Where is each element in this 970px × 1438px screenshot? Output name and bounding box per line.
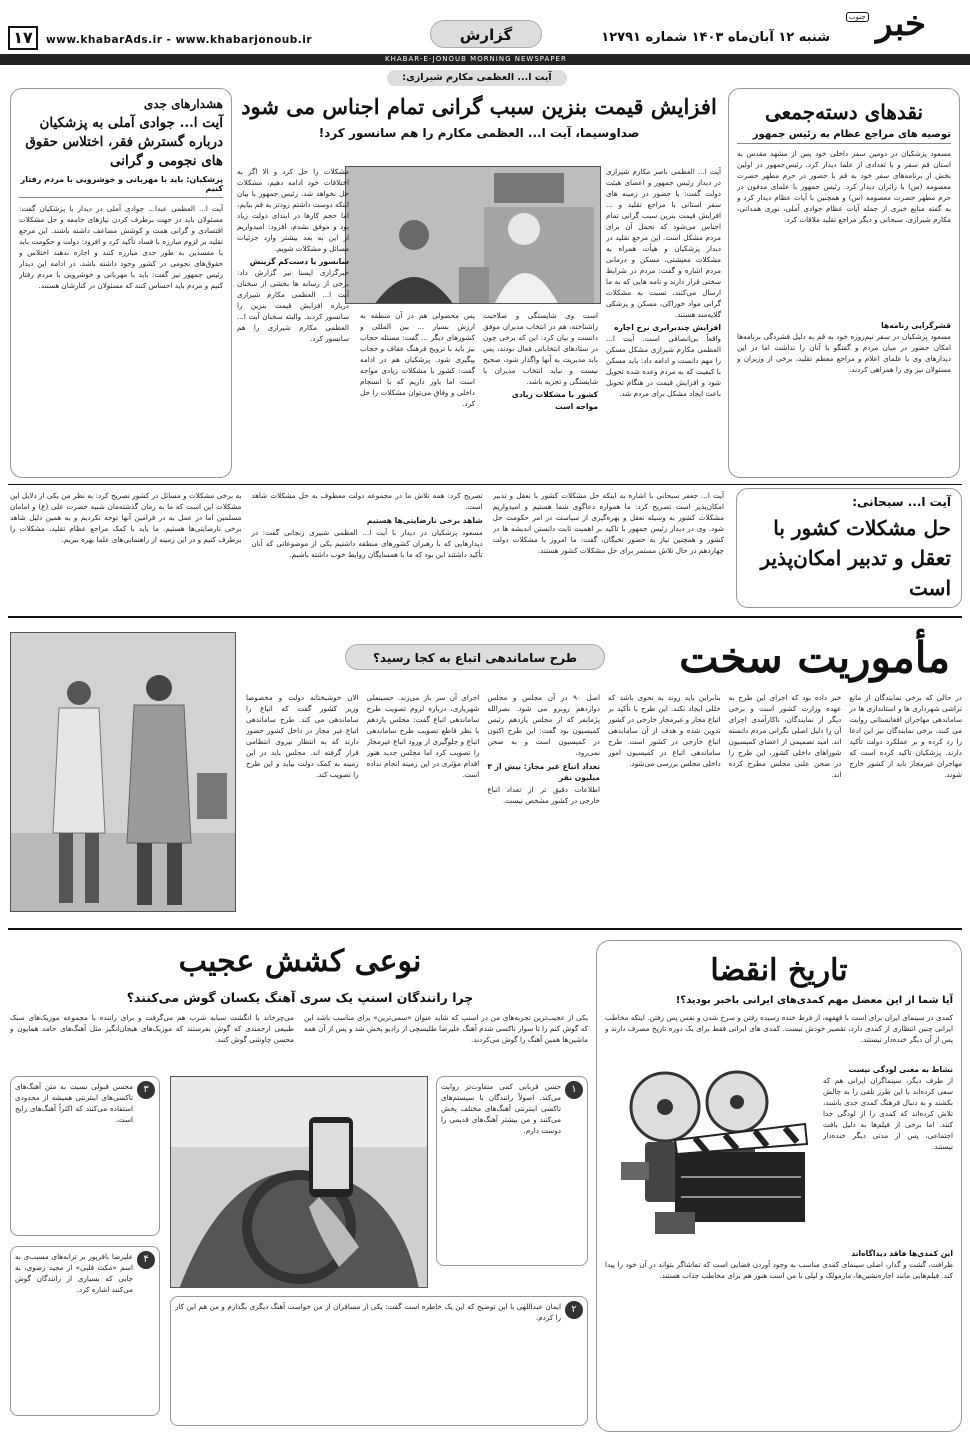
number-badge: ۲ [565, 1301, 583, 1319]
top-story-subhead: صداوسیما، آیت ا... العظمی مکارم را هم سانسور کرد! [318, 126, 640, 140]
sobhani-story [10, 488, 962, 610]
divider [8, 616, 962, 618]
quote-2 [170, 1296, 588, 1426]
critique-body-2: مسعود پزشکیان در سفر نیم‌روزه خود به قم به دلیل فشردگی برنامه‌ها امکان حضور در میان مردم و گفتگو با آنان را نداشت اما در این دیدارهای وی با علمای اعلام و مراجع معظم تقلید، برخی از وزیران و مسئولان نیز وی را همراهی کردند. [737, 332, 951, 374]
javadi-subhead: پزشکیان: باید با مهربانی و خوشرویی با مردم رفتار کنیم [19, 175, 223, 198]
top-story-col-3 [360, 310, 475, 478]
quote-4 [10, 1246, 160, 1416]
sobhani-text [10, 490, 724, 608]
sobhani-col-3: به برخی مشکلات و مسائل در کشور تصریح کرد: به نظر من یکی از دلایل این مشکلات این است که ما به زمان گذشته‌مان شبیه حضرت علی (ع) و امامان مسلمین اما در عمل به در فرامین آنها توجه نکردیم و به همین دلیل شاهد برخی نارضایتی‌ها هستیم. ما باید با کمک مراجع عظام تقلید، مشکلات را برطرف کنیم و در این زمینه از راهنمایی‌های علما بهره ببریم. [10, 491, 242, 544]
critique-subhead: توصیه های مراجع عظام به رئیس جمهور [737, 129, 951, 144]
body-text: خبرگزاری ایسنا نیز گزارش داد: برخی از رسانه ها بخشی از سخنان آیت ا... العظمی مکارم شیرازی درباره افزایش قیمت بنزین را سانسور کردند. والبته سخنان آیت ا... العظمی مکارم شیرازی را هم سانسور کرد. [237, 268, 349, 343]
taxi-col-2: می‌چرخاند با انگشت سبابه شرب هم می‌گرفت و برای راننده با مجموعه موزیک‌های سبک طبیعی ارجمندی که گوش بفرستند که موزیک‌های هیجان‌انگیز مثل آهنگ‌های حامد همایون و محسن چاوشی گوش کنند. [10, 1013, 294, 1044]
top-story-col-1 [606, 166, 721, 478]
javadi-headline: آیت ا... جوادی آملی به پزشکیان درباره گسترش فقر، اختلاس حقوق های نجومی و گرانی [25, 115, 223, 169]
top-story-col-4 [237, 166, 349, 478]
body-text: است وی شایستگی و صلاحیت راشناخته، هم در انتخاب مدیران موفق دانست و بیان کرد: این که برخی چون در ستادهای انتخاباتی فعال بودند، پس باید مدیریت به آنها واگذار شود، صحیح نیست و نباید انتخاب مدیران با شایستگی و تجربه باشد. [483, 311, 598, 386]
sobhani-title-box [736, 488, 962, 608]
mission-col-5: اجرای آن سر باز می‌زند. حسینعلی شهریاری، درباره لزوم تصویب طرح ساماندهی اتباع گفت: مجلس یازدهم با نظر قاطع تصویب طرح ساماندهی اتباع و جلوگیری از ورود اتباع غیرمجاز را تصویب کرد اما مجلس جدید هنوز اقدام مؤثری در این زمینه انجام نداده است. [366, 693, 480, 779]
sobhani-headline: حل مشکلات کشور با تعقل و تدبیر امکان‌پذیر است [760, 516, 951, 600]
top-story-col-2 [483, 310, 598, 478]
quote-text: محسن قبولی نسبت به متن آهنگ‌های تاکسی‌های اینترنتی همیشه از محدودی استفاده می‌کنند که اکثراً آهنگ‌های رایج است. [15, 1082, 133, 1124]
body-text: آیت ا... العظمی ناصر مکارم شیرازی در دیدار رئیس جمهور و اعضای هیئت دولت گفت: با حضور در زمینه های سفر استانی با مراجع تقلید و ... افزایش قیمت بنزین سبب گرانی تمام اجناس می‌شود که تحمل آن برای مردم مشکل است. این مرجع تقلید در دیدار پزشکیان و هیأت همراه به مشکلات معیشتی، مسکن و درمانی مردم اشاره و گفت: مردم در شرایط سختی قرار دارند و نامه هایی که به ما ارسال می‌کنند، نسبت به مشکلات گرانی مواد خوراکی، مسکن و پزشکی گلایه‌مند هستند. [606, 167, 721, 319]
makarem-meeting-photo [345, 166, 601, 304]
subheading: تعداد اتباع غیر مجاز: بیش از ۳ میلیون نفر [487, 762, 600, 782]
number-badge: ۴ [137, 1251, 155, 1269]
top-story [237, 70, 721, 480]
sobhani-kicker: آیت ا... سبحانی: [852, 495, 951, 509]
javadi-body: آیت ا... العظمی عبدا... جوادی آملی در دیدار با پزشکیان گفت: مسئولان باید در جهت برطرف کردن نیازهای جامعه و حل مشکلات اقتصادی و گرانی همت و کوشش مضاعف داشته باشند. این مرجع تقلید بر لزوم مبارزه با فساد تأکید کرد و افزود: دولت و حکومت باید با مفسدین به طور جدی مبارزه کنند و اجازه ندهند اختلاس و حقوق‌های نجومی در کشور وجود داشته باشد. در ادامه این دیدار رئیس جمهور نیز گفت: باید با مهربانی و خوشرویی با مردم رفتار کنیم و مردم باید احساس کنند که مسئولان در کنارشان هستند. [19, 204, 223, 290]
taxi-intro: یکی از عجیب‌ترین تجربه‌های من در اسنپ که شاید عنوان «سمی‌ترین» برای مناسب باشد این که گوش کنم را تا سوار تاکسی شدم آهنگ علیرضا طلیسچی از رادیو پخش شد و پس از آن همه ماشین‌ها همین آهنگ را گوش می‌کردند. [304, 1013, 588, 1044]
subheading: کشور با مشکلات زیادی [511, 390, 598, 399]
collective-critique-story [728, 88, 960, 478]
photo-illustration [345, 167, 600, 304]
driver-phone-photo [170, 1076, 428, 1288]
expiry-subheading: این کمدی‌ها فاقد دیداگاه‌اند [851, 1249, 953, 1258]
expiry-intro: کمدی در سینمای ایران برای است با قهقهه، از فرط خنده رسیده رفتن و سرخ شدن و نفس پس رفتن. اینکه مخاطب ایرانی چنین انتظاری از کمدی دارد، تقصیر خودش نیست. کمدی های ایرانی فقط برای یک دوره تاریخ مصرف دارند و پس از آن دیگر خنده‌دار نیستند. [605, 1013, 953, 1044]
body-text: اصل ۹۰ در آن مجلس و مجلس دوازدهم روبرو می شود. نصرالله پژمانفر که از مجلس یازدهم رئیس کمیسیون بود گفت: این طرح اکنون در کمیسیون است و به صحن نمی‌رود. [487, 693, 600, 757]
film-camera-image [605, 1062, 815, 1240]
top-story-headline: افزایش قیمت بنزین سبب گرانی تمام اجناس می شود [241, 94, 717, 119]
body-text: اطلاعات دقیق تر از تعداد اتباع خارجی در کشور مشخص نیست. [487, 785, 600, 805]
logo-text: خبر [875, 4, 927, 44]
sobhani-col-2 [251, 490, 482, 608]
mission-headline: مأموریت سخت [679, 633, 950, 682]
photo-illustration [10, 633, 235, 912]
taxi-left-col [10, 1076, 160, 1426]
taxi-music-story [10, 940, 588, 1432]
quote-text: ایمان عبداللهی با این توضیح که این یک خاطره است گفت: یکی از مسافران از من خواست آهنگ دیگری بگذارم و من هم این کار را کردم. [175, 1302, 561, 1322]
mission-col-4 [487, 692, 600, 914]
quote-text: حسن قربانی کمی متفاوت‌تر روایت می‌کند. اصولاً رانندگان با سیستم‌های تاکسی اینترنتی آهنگ‌های مختلف پخش می‌کنند و من بیشتر آهنگ‌های قدیمی را دوست دارم. [441, 1082, 561, 1135]
banner-text: KHABAR-E-JONOUB MORNING NEWSPAPER [385, 55, 567, 63]
critique-body: مسعود پزشکیان در دومین سفر داخلی خود پس از مشهد مقدس به استان قم سفر و با تعدادی از علما دیدار کرد. رئیس‌جمهور در اولین بخش از برنامه‌های سفر خود به قم با حضور در حرم مطهر حضرت معصومه (س) با زائران دیدار کرد. رئیس جمهور با علمای مدفون در حرم مطهر حضرت معصومه (س) و همچنین با آیات عظام دیدار کرد و به گفته منابع خبری از جمله آیات عظام جوادی آملی، نوری همدانی، مکارم شیرازی، سبحانی و دیگر مراجع تقلید ملاقات کرد. [737, 149, 951, 224]
body-text: مشکلات را حل کرد و الا اگر به اختلافات خود ادامه دهیم، مشکلات حل نخواهد شد. رئیس جمهور با بیان اینکه دوست داشتم زودتر به قم بیایم، اما حجم کارها در ابتدای دولت زیاد بود و موفق نشدم، افزود: امیدواریم از این به بعد بیشتر وارد جزئیات مسائل و مشکلات شویم. [237, 167, 349, 253]
expiry-story [596, 940, 962, 1432]
mission-col-6: الان خوشبختانه دولت و مخصوصا وزیر کشور گفت که اتباع را ساماندهی می کند. طرح ساماندهی اتباع غیر مجاز در داخل کشور حضور دارند که به انتظار نیروی انتظامی قرار گرفته اند. مجلس باید در این زمینه به کمک دولت بیاید و این طرح را تصویب کند. [245, 693, 359, 779]
expiry-headline: تاریخ انقضا [710, 953, 848, 988]
mission-story [10, 624, 962, 924]
websites[interactable]: www.khabarAds.ir - www.khabarjonoub.ir [46, 34, 313, 46]
number-badge: ۳ [137, 1081, 155, 1099]
page-number: ۱۷ [8, 26, 38, 50]
body-text: تصریح کرد: همه تلاش ما در مجموعه دولت معطوف به حل مشکلات شاهد است. [251, 491, 483, 511]
javadi-amoli-story [10, 88, 232, 478]
mission-col-2: خبر داده بود که اجرای این طرح به عهده وزارت کشور است و برخی دیگر از نمایندگان، ناکارآمدی اجرای آن را دلیل اصلی نگرانی مردم دانسته اند. امید تصمیمی از اعضای کمیسیون شوراهای داخلی کشور، این طرح را در صحن علنی مجلس مطرح کرده اند. [728, 693, 842, 779]
critique-headline: نقدهای دسته‌جمعی [764, 100, 924, 124]
subheading: افزایش چندبرابری نرخ اجاره [614, 323, 721, 332]
quote-text: علیرضا باقرپور بر ترانه‌های مسبب‌ی به اسم «مکث قلبی» از مجید رضوی، به جایی که بسیاری از رانندگان گوش می‌کنند اشاره کرد. [15, 1252, 133, 1294]
subheading: سانسور یا دست‌کم گزینش [249, 257, 349, 266]
subheading: مواجه است [555, 402, 598, 411]
section-label: گزارش [430, 20, 542, 48]
mission-columns [246, 692, 962, 914]
photo-illustration [170, 1077, 427, 1288]
mission-col-3: بنابراین باید روند به نحوی باشد که خللی ایجاد نکند. این طرح با تأکید بر اتباع مجاز و غیرمجاز خارجی در کشور تدوین شده و هدف از آن ساماندهی اتباع خارجی در کشور است. طرح ساماندهی اتباع در کمیسیون امور داخلی مجلس بررسی می‌شود. [607, 693, 721, 768]
taxi-subhead: چرا رانندگان اسنپ یک سری آهنگ یکسان گوش می‌کنند؟ [126, 990, 474, 1005]
quote-3 [10, 1076, 160, 1236]
divider [8, 928, 962, 930]
number-badge: ۱ [565, 1081, 583, 1099]
mission-subhead: طرح ساماندهی اتباع به کجا رسید؟ [345, 644, 605, 670]
migrants-photo [10, 632, 236, 912]
body-text: پس محصولی هم در آن منطقه به ارزش بسیار ... بین المللی و کشورهای دیگر ... گفت: مسئله حجاب نیز باید با ترویج فرهنگ عفاف و حجاب پیگیری شود. پزشکیان هم در ادامه گفت: کشور با مشکلات زیادی مواجه است اما باور داریم که با انسجام داخلی و وفاق می‌توان مشکلات را حل کرد. [360, 311, 475, 408]
expiry-subheading: نشاط به معنی لودگی نیست [848, 1065, 953, 1074]
date-line: شنبه ۱۲ آبان‌ماه ۱۴۰۳ شماره ۱۲۷۹۱ [601, 30, 830, 45]
mission-col-1: در حالی که برخی نمایندگان از مانع تراشی شهرداری ها و استانداری ها در ساماندهی مهاجران افغانستانی روایت می کنند، برخی نمایندگان نیز این ادعا را رد کرده و بر عملکرد دولت تأکید دارند. پزشکیان تاکید کرده است که مهاجران غیرمجاز باید از کشور خارج شوند. [849, 693, 962, 779]
top-story-kicker: آیت ا... العظمی مکارم شیرازی: [387, 70, 567, 86]
taxi-intro-row [10, 1012, 588, 1068]
quote-1 [436, 1076, 588, 1266]
subheading: شاهد برخی نارضایتی‌ها هستیم [366, 516, 483, 525]
expiry-body-2: ظرافت، گشت و گذار، اصلی سینمای کمدی مناسب به وجود آوردن فضایی است که تماشاگر بتواند در آن خود را پیدا کند. فیلم‌هایی مانند اجاره‌نشین‌ها، مارمولک و لیلی با من است هنوز هم برای مخاطب جذاب هستند. [605, 1260, 953, 1280]
expiry-subhead: آیا شما از این معضل مهم کمدی‌های ایرانی باخبر بودید؟! [675, 995, 953, 1006]
divider [8, 484, 962, 485]
taxi-headline: نوعی کشش عجیب [178, 944, 422, 979]
camera-clapper-illustration [615, 1062, 815, 1240]
body-text: مسعود پزشکیان در دیدار با آیت ا... العظمی شبیری زنجانی گفت: در دیدارهایی که با رهبران کشورهای منطقه داشتیم یکی از موضوعاتی که آنان تأکید داشتند این بود که ما با همسایگان روابط خوب داشته باشیم. [251, 528, 483, 559]
logo-sub: جنوب [846, 12, 869, 22]
masthead-banner [0, 54, 970, 65]
logo[interactable] [840, 4, 962, 44]
body-text: واقعاً بی‌انصافی است. آیت ا... العظمی مکارم شیرازی مشکل مسکن را مهم دانست و ادامه داد: باید مسکن با کیفیت که به مردم وعده شده تحویل شود و افزایش قیمت در هنگام تحویل باعث ایجاد مشکل برای مردم شد. [606, 334, 721, 398]
sobhani-col-1: آیت ا... جعفر سبحانی با اشاره به اینکه حل مشکلات کشور با تعقل و تدبیر امکان‌پذیر است تصریح کرد: ما همواره دعاگوی شما هستیم و امیدواریم مشکلات کشور به وسیله تعقل و بهره‌گیری از سیاست در امر حکومت حل شود. وی در دیدار رئیس جمهور با تاکید بر اهمیت ثابت دانستن اندیشه ها در کشور و همچنین نیاز به حضور نخبگان، گفت: ما امروز با مشکلات دولت چهاردهم در حال تلاش مستمر برای حل مشکلات کشور هستند. [492, 491, 724, 555]
expiry-body: از طرف دیگر، سینماگران ایرانی هم که سعی کرده‌اند با این طرز تلقی را به چالش بکشند و به دنبال فرهنگ کمدی جدی باشند، تلاش کرده‌اند که کمدی را از لودگی جدا کنند. اما برخی از فیلم‌ها به دلیل بافت اجتماعی، پس از مدتی دیگر خنده‌دار نیستند. [823, 1076, 953, 1151]
critique-subheading: قشرگرایی رنامه‌ها [881, 321, 951, 330]
javadi-kicker: هشدارهای جدی [143, 97, 223, 111]
